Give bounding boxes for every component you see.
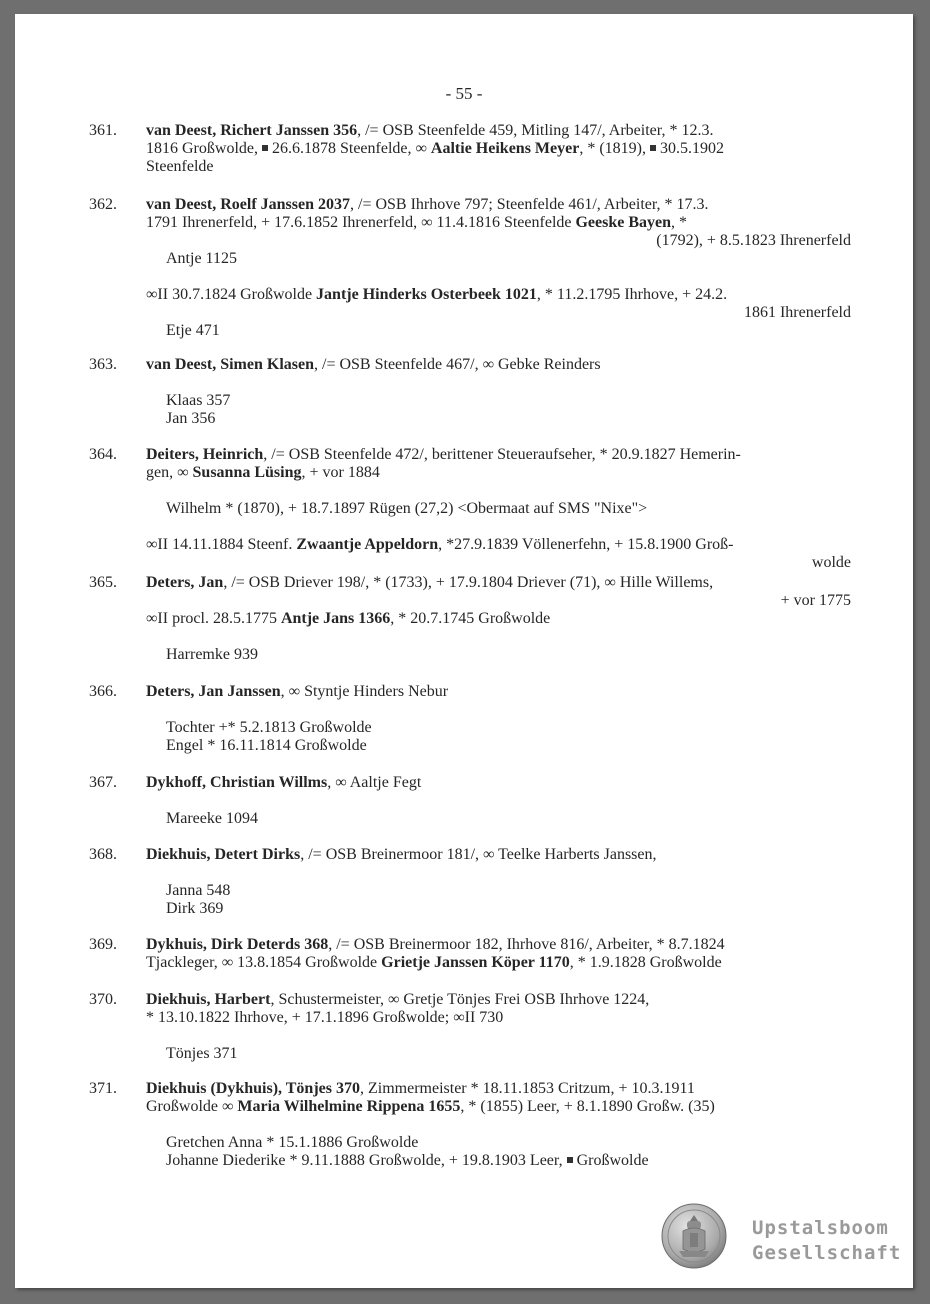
entry-367 <box>89 774 851 828</box>
entry-number: 370. <box>89 991 117 1008</box>
burial-square-icon <box>262 145 268 151</box>
entry-line: (1792), + 8.5.1823 Ihrenerfeld <box>656 232 851 249</box>
entry-number: 366. <box>89 683 117 700</box>
entry-line: Steenfelde <box>146 158 214 175</box>
entry-361 <box>89 122 851 176</box>
entry-number: 362. <box>89 196 117 213</box>
entry-line: Tjackleger, ∞ 13.8.1854 Großwolde Grietje Janssen Köper 1170, * 1.9.1828 Großwolde <box>146 954 722 971</box>
entry-number: 367. <box>89 774 117 791</box>
child-entry: Dirk 369 <box>166 900 224 917</box>
entry-366 <box>89 683 851 755</box>
upstalsboom-seal-icon <box>661 1203 727 1269</box>
child-entry: Wilhelm * (1870), + 18.7.1897 Rügen (27,2) <Obermaat auf SMS "Nixe"> <box>166 500 648 517</box>
child-entry: Harremke 939 <box>166 646 258 663</box>
child-entry <box>166 1152 851 1170</box>
entry-370 <box>89 991 851 1063</box>
child-entry: Tochter +* 5.2.1813 Großwolde <box>166 719 372 736</box>
entry-line: van Deest, Richert Janssen 356, /= OSB Steenfelde 459, Mitling 147/, Arbeiter, * 12.3. <box>146 122 714 139</box>
child-entry: Antje 1125 <box>166 250 237 267</box>
entry-line: Deters, Jan, /= OSB Driever 198/, * (1733), + 17.9.1804 Driever (71), ∞ Hille Willems, <box>146 574 714 591</box>
entry-line: Deters, Jan Janssen, ∞ Styntje Hinders Nebur <box>146 683 449 700</box>
text-fragment: 1816 Großwolde, <box>146 140 258 157</box>
entry-line: + vor 1775 <box>780 592 851 609</box>
brand-line: Gesellschaft <box>752 1242 902 1264</box>
child-entry: Engel * 16.11.1814 Großwolde <box>166 737 367 754</box>
second-marriage-line: ∞II 30.7.1824 Großwolde Jantje Hinderks Osterbeek 1021, * 11.2.1795 Ihrhove, + 24.2. <box>146 286 728 303</box>
entry-line: Dykhoff, Christian Willms, ∞ Aaltje Fegt <box>146 774 422 791</box>
page-number: - 55 - <box>445 84 483 103</box>
burial-square-icon <box>567 1157 573 1163</box>
entry-line: Großwolde ∞ Maria Wilhelmine Rippena 1655, * (1855) Leer, + 8.1.1890 Großw. (35) <box>146 1098 715 1115</box>
entry-line: Deiters, Heinrich, /= OSB Steenfelde 472/, berittener Steueraufseher, * 20.9.1827 Hemerin- <box>146 446 741 463</box>
child-entry: Gretchen Anna * 15.1.1886 Großwolde <box>166 1134 419 1151</box>
entry-line: wolde <box>811 554 851 571</box>
text-fragment: 30.5.1902 <box>659 140 724 157</box>
entry-364 <box>89 446 851 572</box>
text-fragment: Großwolde <box>576 1152 649 1169</box>
entry-365 <box>89 574 851 664</box>
entry-371 <box>89 1080 851 1170</box>
second-marriage-line: ∞II procl. 28.5.1775 Antje Jans 1366, * 20.7.1745 Großwolde <box>146 610 551 627</box>
brand-line: Upstalsboom <box>752 1217 889 1239</box>
brand-logo <box>752 1216 901 1266</box>
entry-line <box>146 140 851 158</box>
entry-number: 368. <box>89 846 117 863</box>
child-entry: Klaas 357 <box>166 392 231 409</box>
entry-line: * 13.10.1822 Ihrhove, + 17.1.1896 Großwolde; ∞II 730 <box>146 1009 504 1026</box>
entry-line: Diekhuis, Detert Dirks, /= OSB Breinermoor 181/, ∞ Teelke Harberts Janssen, <box>146 846 657 863</box>
entry-line: van Deest, Roelf Janssen 2037, /= OSB Ihrhove 797; Steenfelde 461/, Arbeiter, * 17.3. <box>146 196 709 213</box>
entry-line: gen, ∞ Susanna Lüsing, + vor 1884 <box>146 464 380 481</box>
child-entry: Tönjes 371 <box>166 1045 238 1062</box>
entry-362 <box>89 196 851 340</box>
entry-368 <box>89 846 851 918</box>
entry-number: 361. <box>89 122 117 139</box>
entry-line: Dykhuis, Dirk Deterds 368, /= OSB Breinermoor 182, Ihrhove 816/, Arbeiter, * 8.7.1824 <box>146 936 725 953</box>
child-entry: Janna 548 <box>166 882 231 899</box>
entry-number: 371. <box>89 1080 117 1097</box>
burial-square-icon <box>650 145 656 151</box>
entry-line: van Deest, Simen Klasen, /= OSB Steenfelde 467/, ∞ Gebke Reinders <box>146 356 601 373</box>
entry-line: 1861 Ihrenerfeld <box>743 304 851 321</box>
entry-line: Diekhuis, Harbert, Schustermeister, ∞ Gretje Tönjes Frei OSB Ihrhove 1224, <box>146 991 650 1008</box>
entry-number: 365. <box>89 574 117 591</box>
entry-number: 369. <box>89 936 117 953</box>
second-marriage-line: ∞II 14.11.1884 Steenf. Zwaantje Appeldorn, *27.9.1839 Völlenerfehn, + 15.8.1900 Groß- <box>146 536 734 553</box>
child-entry: Mareeke 1094 <box>166 810 258 827</box>
child-entry: Jan 356 <box>166 410 216 427</box>
text-fragment: 26.6.1878 Steenfelde, ∞ Aaltie Heikens Meyer, * (1819), <box>271 140 646 157</box>
entry-number: 364. <box>89 446 117 463</box>
text-fragment: Johanne Diederike * 9.11.1888 Großwolde, + 19.8.1903 Leer, <box>166 1152 563 1169</box>
child-entry: Etje 471 <box>166 322 220 339</box>
entry-363 <box>89 356 851 428</box>
document-page <box>15 14 913 1288</box>
entry-369 <box>89 936 851 972</box>
entry-line: Diekhuis (Dykhuis), Tönjes 370, Zimmermeister * 18.11.1853 Critzum, + 10.3.1911 <box>146 1080 695 1097</box>
entry-number: 363. <box>89 356 117 373</box>
entry-line: 1791 Ihrenerfeld, + 17.6.1852 Ihrenerfeld, ∞ 11.4.1816 Steenfelde Geeske Bayen, * <box>146 214 688 231</box>
